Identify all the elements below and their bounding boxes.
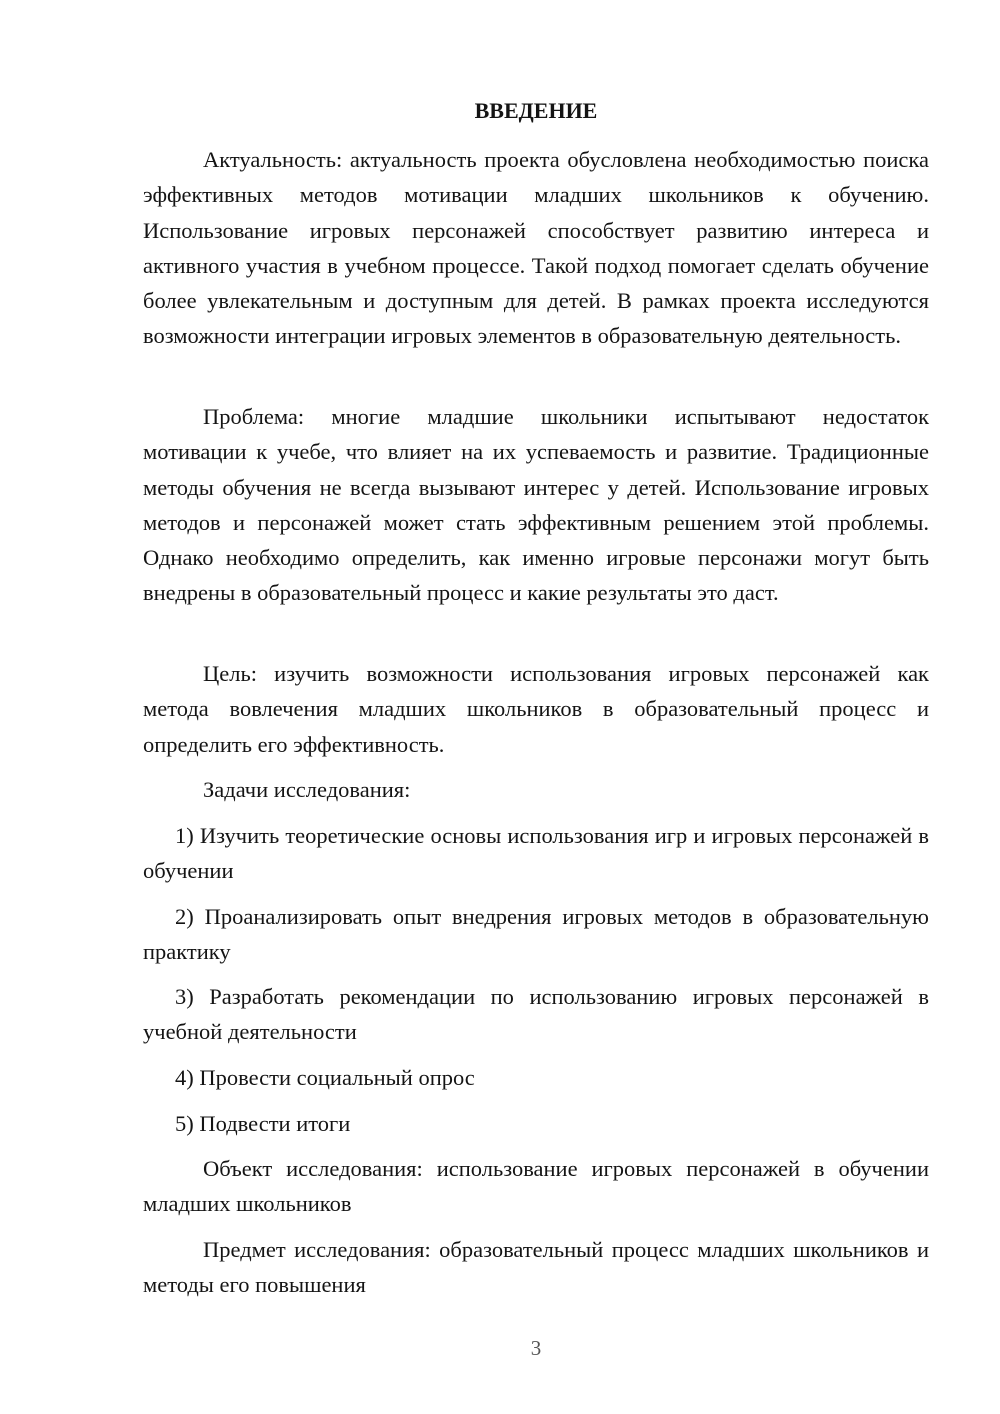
paragraph-object: Объект исследования: использование игровых персонажей в обучении младших школьников xyxy=(143,1156,929,1217)
page-number: 3 xyxy=(530,1336,542,1360)
paragraph-subject: Предмет исследования: образовательный процесс младших школьников и методы его повышения xyxy=(143,1237,929,1298)
task-item: 3) Разработать рекомендации по использованию игровых персонажей в учебной деятельности xyxy=(143,984,929,1045)
paragraph-goal: Цель: изучить возможности использования игровых персонажей как метода вовлечения младших школьников в образовательный процесс и определить его эффективность. xyxy=(143,661,929,757)
paragraph-problem: Проблема: многие младшие школьники испытывают недостаток мотивации к учебе, что влияет на их успеваемость и развитие. Традиционные методы обучения не всегда вызывают интерес у детей. Использование игровых методов и персонажей может стать эффективным решением этой проблемы. Однако необходимо определить, как именно игровые персонажи могут быть внедрены в образовательный процесс и какие результаты это даст. xyxy=(143,404,929,606)
paragraph-relevance: Актуальность: актуальность проекта обусловлена необходимостью поиска эффективных методов мотивации младших школьников к обучению. Использование игровых персонажей способствует развитию интереса и активного участия в учебном процессе. Такой подход помогает сделать обучение более увлекательным и доступным для детей. В рамках проекта исследуются возможности интеграции игровых элементов в образовательную деятельность. xyxy=(143,147,929,349)
page-title: ВВЕДЕНИЕ xyxy=(474,98,598,123)
task-item: 4) Провести социальный опрос xyxy=(175,1065,475,1090)
task-item: 1) Изучить теоретические основы использования игр и игровых персонажей в обучении xyxy=(143,823,929,884)
task-item: 5) Подвести итоги xyxy=(175,1111,351,1136)
tasks-heading: Задачи исследования: xyxy=(203,777,411,802)
task-item: 2) Проанализировать опыт внедрения игровых методов в образовательную практику xyxy=(143,904,929,965)
